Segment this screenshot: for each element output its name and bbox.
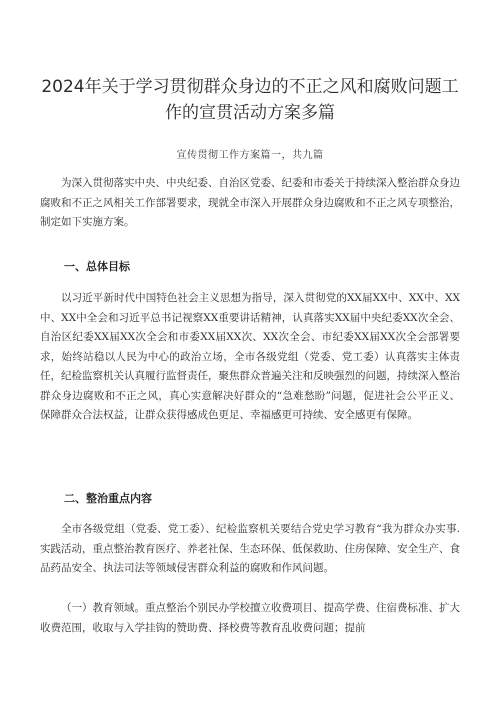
document-subtitle: 宣传贯彻工作方案篇一，共九篇 [176,150,324,161]
section-heading-key-content: 二、整治重点内容 [64,492,152,505]
section-key-content-body: 全市各级党组（党委、党工委）、纪检监察机关要结合党史学习教育“我为群众办实事.实践活动，重点整治教育医疗、养老社保、生态环保、低保救助、住房保障、安全生产、食品药品安全、执法司法等领域侵害群众利益的腐败和作风问题。 [40,523,460,574]
document-title: 2024年关于学习贯彻群众身边的不正之风和腐败问题工作的宣贯活动方案多篇 [41,77,459,123]
section-heading-goals: 一、总体目标 [64,260,130,273]
intro-paragraph: 为深入贯彻落实中央、中央纪委、自治区党委、纪委和市委关于持续深入整治群众身边腐败和不正之风相关工作部署要求，现就全市深入开展群众身边腐败和不正之风专项整治，制定如下实施方案。 [40,177,460,228]
section-goals-body: 以习近平新时代中国特色社会主义思想为指导，深入贯彻党的XX届XX中、XX中、XX中、XX中全会和习近平总书记视察XX重要讲话精神，认真落实XX届中央纪委XX次全会、自治区纪委XX届XX次全会和市委XX届XX次、XX次全会、市纪委XX届XX次全会部署要求，始终站稳以人民为中心的政治立场，全市各级党组（党委、党工委）认真落实主体责任，纪检监察机关认真履行监督责任，聚焦群众普遍关注和反映强烈的问题，持续深入整治群众身边腐败和不正之风，真心实意解决好群众的“急难愁盼”问题，促进社会公平正义、保障群众合法权益，让群众获得感成色更足、幸福感更可持续、安全感更有保障。 [40,292,460,421]
item-education: （一）教育领域。重点整治个别民办学校擅立收费项目、提高学费、住宿费标准、扩大收费范围，收取与入学挂钩的赞助费、择校费等教育乱收费问题；提前 [40,602,460,634]
